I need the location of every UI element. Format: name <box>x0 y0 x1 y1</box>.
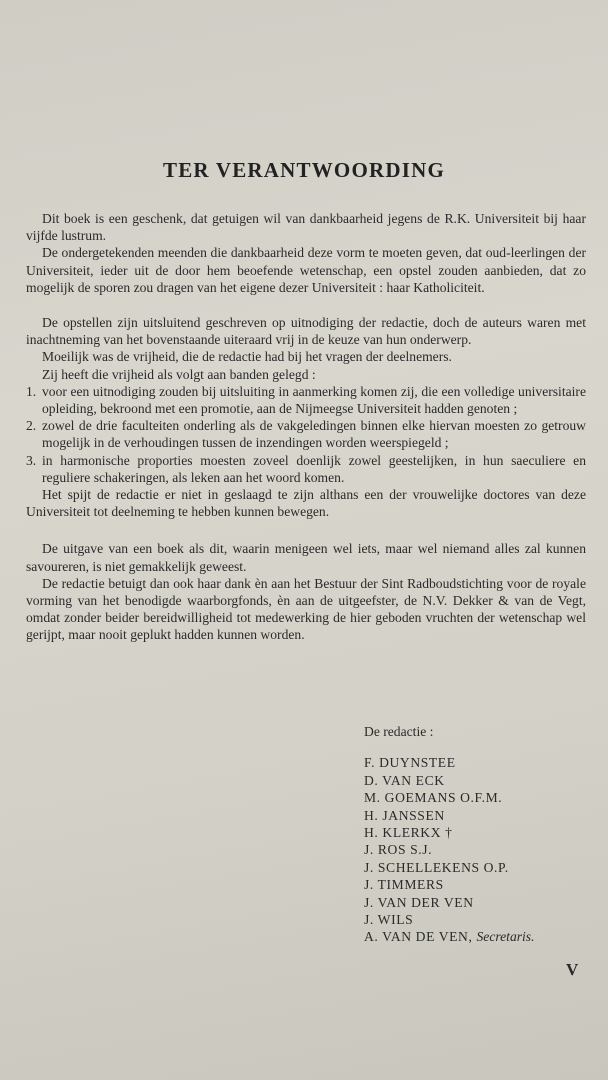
secretary-name: A. VAN DE VEN, <box>364 929 473 945</box>
editor-name: J. VAN DER VEN <box>364 894 474 910</box>
editor-name: D. VAN ECK <box>364 772 445 788</box>
list-item <box>26 383 586 417</box>
editor-name-secretary <box>364 928 535 945</box>
editor-name: H. KLERKX † <box>364 825 453 841</box>
editor-name: F. DUYNSTEE <box>364 755 456 771</box>
editor-name: M. GOEMANS O.F.M. <box>364 790 503 806</box>
list-item-text: in harmonische proporties moesten zoveel doenlijk zowel geestelijken, in hun saeculiere en reguliere schakeringen, als leken aan het woord komen. <box>42 452 586 485</box>
editor-name: J. ROS S.J. <box>364 842 433 858</box>
list-item <box>26 417 586 451</box>
signature-heading: De redactie : <box>364 724 434 739</box>
list-item-text: zowel de drie faculteiten onderling als de vakgeledingen binnen elke hiervan moesten zo getrouw mogelijk in de verhoudingen tussen de inzendingen worden weerspiegeld ; <box>42 418 586 451</box>
signature-block <box>364 723 535 946</box>
list-item <box>26 452 586 486</box>
paragraph-2-line-3: Zij heeft die vrijheid als volgt aan banden gelegd : <box>42 366 316 382</box>
paragraph-2-line-1: De opstellen zijn uitsluitend geschreven op uitnodiging der redactie, doch de auteurs waren met inachtneming van het bovenstaande uiteraard vrij in de keuze van hun onderwerp. <box>26 315 586 348</box>
editor-name: H. JANSSEN <box>364 807 445 823</box>
page-title: TER VERANTWOORDING <box>163 158 445 182</box>
editor-name: J. SCHELLEKENS O.P. <box>364 859 509 875</box>
body-text <box>26 210 586 644</box>
list-item-text: voor een uitnodiging zouden bij uitsluiting in aanmerking komen zij, die een volledige universitaire opleiding, bekroond met een promotie, aan de Nijmeegse Universiteit hadden genoten ; <box>42 383 586 417</box>
editor-name: J. WILS <box>364 912 414 928</box>
paragraph-3-line-1: De uitgave van een boek als dit, waarin menigeen wel iets, maar wel niemand alles zal kunnen savoureren, is niet gemakkelijk geweest. <box>26 541 586 574</box>
paragraph-2-line-2: Moeilijk was de vrijheid, die de redactie had bij het vragen der deelnemers. <box>42 349 452 365</box>
list-item-number: 2. <box>26 418 37 434</box>
list-item-number: 1. <box>26 383 37 399</box>
paragraph-1-line-1: Dit boek is een geschenk, dat getuigen wil van dankbaarheid jegens de R.K. Universiteit bij haar vijfde lustrum. <box>26 211 586 244</box>
paragraph-2-line-4: Het spijt de redactie er niet in geslaagd te zijn althans een der vrouwelijke doctores van deze Universiteit tot deelneming te hebben kunnen bewegen. <box>26 487 586 520</box>
secretary-role: Secretaris. <box>476 929 535 945</box>
paragraph-1-line-2: De ondergetekenden meenden die dankbaarheid deze vorm te moeten geven, dat oud-leerlingen der Universiteit, ieder uit de door hem beoefende wetenschap, een opstel zouden aanbieden, dat zo mogelijk de sporen zou dragen van het eigene dezer Universiteit : haar Katholiciteit. <box>26 245 586 295</box>
editor-name: J. TIMMERS <box>364 877 444 893</box>
list-item-number: 3. <box>26 452 37 468</box>
page-number: V <box>566 960 579 979</box>
paragraph-3-line-2: De redactie betuigt dan ook haar dank èn aan het Bestuur der Sint Radboudstichting voor de royale vorming van het benodigde waarborgfonds, èn aan de uitgeefster, de N.V. Dekker & van de Vegt, omdat zonder beider bereidwilligheid tot medewerking de hier geboden vruchten der wetenschap wel gerijpt, maar nooit geplukt hadden kunnen worden. <box>26 575 586 643</box>
